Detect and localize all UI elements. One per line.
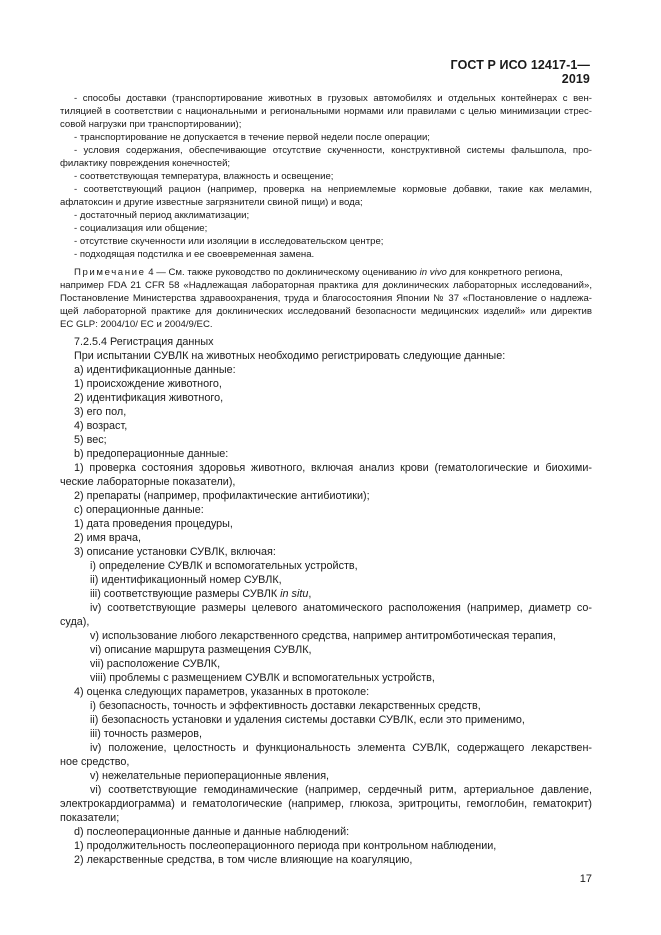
list-item: vii) расположение СУВЛК, [90, 658, 221, 670]
list-text: , [308, 588, 312, 600]
list-item: 2) лекарственные средства, в том числе влияющие на коагуляцию, [74, 854, 413, 866]
list-item: совой нагрузки при транспортировании); [60, 119, 242, 130]
list-item: iii) точность размеров, [90, 728, 202, 740]
list-item: iv) соответствующие размеры целевого анатомического расположения (например, диаметр со- [90, 602, 592, 614]
list-item: 5) вес; [74, 434, 107, 446]
list-item: - транспортирование не допускается в течение первой недели после операции; [74, 132, 430, 143]
list-item: филактику повреждения конечностей; [60, 158, 231, 169]
list-text: iii) соответствующие размеры СУВЛК [90, 588, 281, 600]
note-text: для конкретного региона, [446, 267, 563, 278]
page-number: 17 [579, 873, 592, 885]
list-item: i) определение СУВЛК и вспомогательных устройств, [90, 560, 358, 572]
list-item: i) безопасность, точность и эффективность доставки лекарственных средств, [90, 700, 481, 712]
list-item: d) послеоперационные данные и данные наблюдений: [74, 826, 350, 838]
list-item: - социализация или общение; [74, 223, 208, 234]
list-item: 4) оценка следующих параметров, указанных в протоколе: [74, 686, 370, 698]
list-item: а) идентификационные данные: [74, 364, 236, 376]
list-item: 1) происхождение животного, [74, 378, 222, 390]
list-item: 4) возраст, [74, 420, 128, 432]
list-item: суда), [60, 616, 90, 628]
list-item: - достаточный период акклиматизации; [74, 210, 250, 221]
note-text: 4 — См. также руководство по доклиническому оцениванию [148, 267, 420, 278]
list-item: 2) препараты (например, профилактические антибиотики); [74, 490, 370, 502]
section-title: 7.2.5.4 Регистрация данных [74, 336, 214, 348]
note-line: щей лабораторной практике для доклинических исследований безопасности медицинских изделий» или директив [60, 306, 592, 317]
list-item: vi) описание маршрута размещения СУВЛК, [90, 644, 312, 656]
list-item: iv) положение, целостность и функциональность элемента СУВЛК, содержащего лекарствен- [90, 742, 592, 754]
list-item: ii) идентификационный номер СУВЛК, [90, 574, 282, 586]
list-item: - способы доставки (транспортирование животных в грузовых автомобилях и отдельных контейнерах с вен- [74, 93, 592, 104]
list-item: 3) его пол, [74, 406, 127, 418]
note-first-line [74, 266, 606, 279]
list-item: ii) безопасность установки и удаления системы доставки СУВЛК, если это применимо, [90, 714, 525, 726]
list-item [90, 588, 622, 601]
note-line: Постановление Министерства здравоохранения, труда и благосостояния Японии № 37 «Постановление о надлежа- [60, 293, 592, 304]
list-item: vi) соответствующие гемодинамические (например, сердечный ритм, артериальное давление, [90, 784, 592, 796]
document-header: ГОСТ Р ИСО 12417-1—2019 [450, 58, 590, 86]
list-item: 2) имя врача, [74, 532, 142, 544]
list-item: ное средство, [60, 756, 130, 768]
list-item: с) операционные данные: [74, 504, 204, 516]
note-label: Примечание [74, 267, 146, 278]
list-item: b) предоперационные данные: [74, 448, 229, 460]
list-item: - соответствующая температура, влажность и освещение; [74, 171, 334, 182]
list-item: 2) идентификация животного, [74, 392, 224, 404]
note-italic: in vivo [419, 267, 447, 278]
list-italic: in situ [280, 588, 309, 600]
list-item: 1) проверка состояния здоровья животного, включая анализ крови (гематологические и биохими- [74, 462, 592, 474]
list-item: - условия содержания, обеспечивающие отсутствие скученности, конструктивной системы фальшпола, про- [74, 145, 592, 156]
list-item: - подходящая подстилка и ее своевременная замена. [74, 249, 315, 260]
list-item: тиляцией в соответствии с национальными и региональными нормами или правилами с целью минимизации стрес- [60, 106, 592, 117]
list-item: v) использование любого лекарственного средства, например антитромботическая терапия, [90, 630, 556, 642]
list-item: - отсутствие скученности или изоляции в исследовательском центре; [74, 236, 384, 247]
list-item: афлатоксин и другие известные загрязнители свиной пищи) и вода; [60, 197, 363, 208]
list-item: 3) описание установки СУВЛК, включая: [74, 546, 276, 558]
note-line: EC GLP: 2004/10/ EC и 2004/9/EC. [60, 319, 213, 330]
list-item: ческие лабораторные показатели), [60, 476, 236, 488]
list-item: v) нежелательные периоперационные явления, [90, 770, 330, 782]
list-item: показатели; [60, 812, 120, 824]
list-item: электрокардиограмма) и гематологические (например, глюкоза, эритроциты, гемоглобин, гематокрит) [60, 798, 592, 810]
section-intro: При испытании СУВЛК на животных необходимо регистрировать следующие данные: [74, 350, 506, 362]
list-item: - соответствующий рацион (например, проверка на неприемлемые кормовые добавки, такие как меламин, [74, 184, 592, 195]
note-line: например FDA 21 CFR 58 «Надлежащая лабораторная практика для доклинических лабораторных исследований», [60, 280, 592, 291]
list-item: viii) проблемы с размещением СУВЛК и вспомогательных устройств, [90, 672, 435, 684]
list-item: 1) продолжительность послеоперационного периода при контрольном наблюдении, [74, 840, 497, 852]
list-item: 1) дата проведения процедуры, [74, 518, 233, 530]
